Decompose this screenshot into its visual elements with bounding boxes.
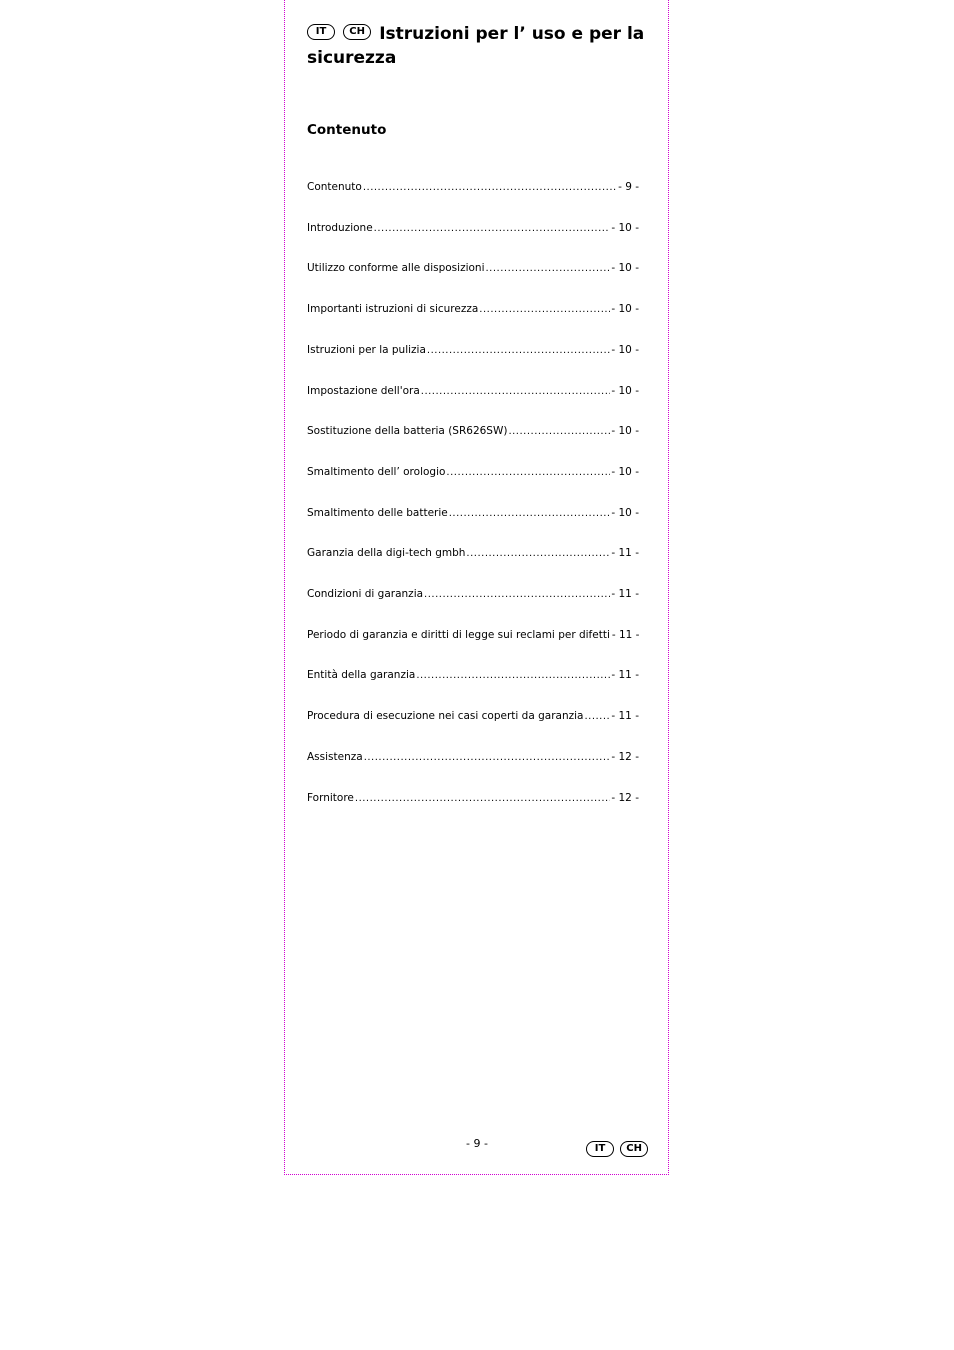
footer-badges: [586, 1138, 649, 1157]
toc-leader-dots: [508, 426, 610, 437]
toc-entry-label: Contenuto: [307, 181, 362, 193]
toc-entry-page: - 11 -: [611, 629, 640, 641]
toc-entry[interactable]: [307, 425, 639, 441]
toc-entry[interactable]: [307, 547, 639, 563]
toc-leader-dots: [449, 508, 611, 519]
toc-entry[interactable]: [307, 385, 639, 401]
toc-entry-page: - 11 -: [611, 547, 639, 559]
footer-page-number: - 9 -: [466, 1137, 488, 1150]
toc-entry-page: - 11 -: [611, 669, 639, 681]
toc-leader-dots: [355, 793, 610, 804]
contents-heading: Contenuto: [307, 122, 387, 138]
toc-entry-page: - 10 -: [611, 262, 639, 274]
toc-entry-label: Periodo di garanzia e diritti di legge sui reclami per difetti: [307, 629, 610, 641]
toc-entry-page: - 12 -: [611, 751, 639, 763]
footer-language-badge-ch: CH: [620, 1141, 648, 1157]
toc-entry[interactable]: [307, 344, 639, 360]
toc-entry[interactable]: [307, 507, 639, 523]
toc-entry-label: Assistenza: [307, 751, 363, 763]
toc-leader-dots: [416, 670, 610, 681]
toc-entry-label: Importanti istruzioni di sicurezza: [307, 303, 479, 315]
toc-entry[interactable]: [307, 466, 639, 482]
toc-entry[interactable]: [307, 181, 639, 197]
toc-leader-dots: [584, 711, 610, 722]
toc-entry-page: - 10 -: [611, 425, 639, 437]
toc-leader-dots: [427, 345, 610, 356]
toc-entry-page: - 12 -: [611, 792, 639, 804]
toc-entry-label: Sostituzione della batteria (SR626SW): [307, 425, 508, 437]
toc-entry[interactable]: [307, 710, 639, 726]
toc-entry[interactable]: [307, 588, 639, 604]
toc-entry-label: Garanzia della digi-tech gmbh: [307, 547, 466, 559]
toc-entry-label: Impostazione dell'ora: [307, 385, 420, 397]
language-badge-ch: CH: [343, 24, 371, 40]
toc-leader-dots: [466, 548, 610, 559]
document-header: [307, 22, 647, 70]
toc-leader-dots: [364, 752, 611, 763]
toc-entry[interactable]: [307, 669, 639, 685]
language-badge-it: IT: [307, 24, 335, 40]
toc-entry-page: - 11 -: [611, 588, 639, 600]
toc-entry-page: - 9 -: [618, 181, 639, 193]
toc-entry-label: Introduzione: [307, 222, 373, 234]
toc-entry-label: Condizioni di garanzia: [307, 588, 424, 600]
toc-entry[interactable]: [307, 629, 639, 645]
toc-entry-label: Utilizzo conforme alle disposizioni: [307, 262, 485, 274]
toc-entry[interactable]: [307, 751, 639, 767]
toc-leader-dots: [363, 182, 617, 193]
toc-leader-dots: [421, 386, 611, 397]
toc-entry-page: - 10 -: [611, 385, 639, 397]
toc-leader-dots: [374, 223, 611, 234]
toc-entry-label: Smaltimento dell’ orologio: [307, 466, 446, 478]
toc-entry-page: - 11 -: [611, 710, 639, 722]
toc-entry-label: Smaltimento delle batterie: [307, 507, 448, 519]
toc-entry-label: Procedura di esecuzione nei casi coperti da garanzia: [307, 710, 584, 722]
toc-entry-page: - 10 -: [611, 222, 639, 234]
toc-leader-dots: [486, 263, 611, 274]
toc-entry-page: - 10 -: [611, 466, 639, 478]
footer-language-badge-it: IT: [586, 1141, 614, 1157]
toc-leader-dots: [479, 304, 610, 315]
toc-entry-page: - 10 -: [611, 303, 639, 315]
toc-entry[interactable]: [307, 303, 639, 319]
toc-entry-page: - 10 -: [611, 344, 639, 356]
toc-entry[interactable]: [307, 262, 639, 278]
toc-leader-dots: [424, 589, 610, 600]
toc-leader-dots: [446, 467, 610, 478]
page-title: Istruzioni per l’ uso e per la sicurezza: [307, 24, 645, 68]
toc-entry[interactable]: [307, 792, 639, 808]
toc-entry[interactable]: [307, 222, 639, 238]
toc-entry-label: Entità della garanzia: [307, 669, 416, 681]
toc-entry-page: - 10 -: [611, 507, 639, 519]
toc-entry-label: Fornitore: [307, 792, 354, 804]
toc-entry-label: Istruzioni per la pulizia: [307, 344, 426, 356]
